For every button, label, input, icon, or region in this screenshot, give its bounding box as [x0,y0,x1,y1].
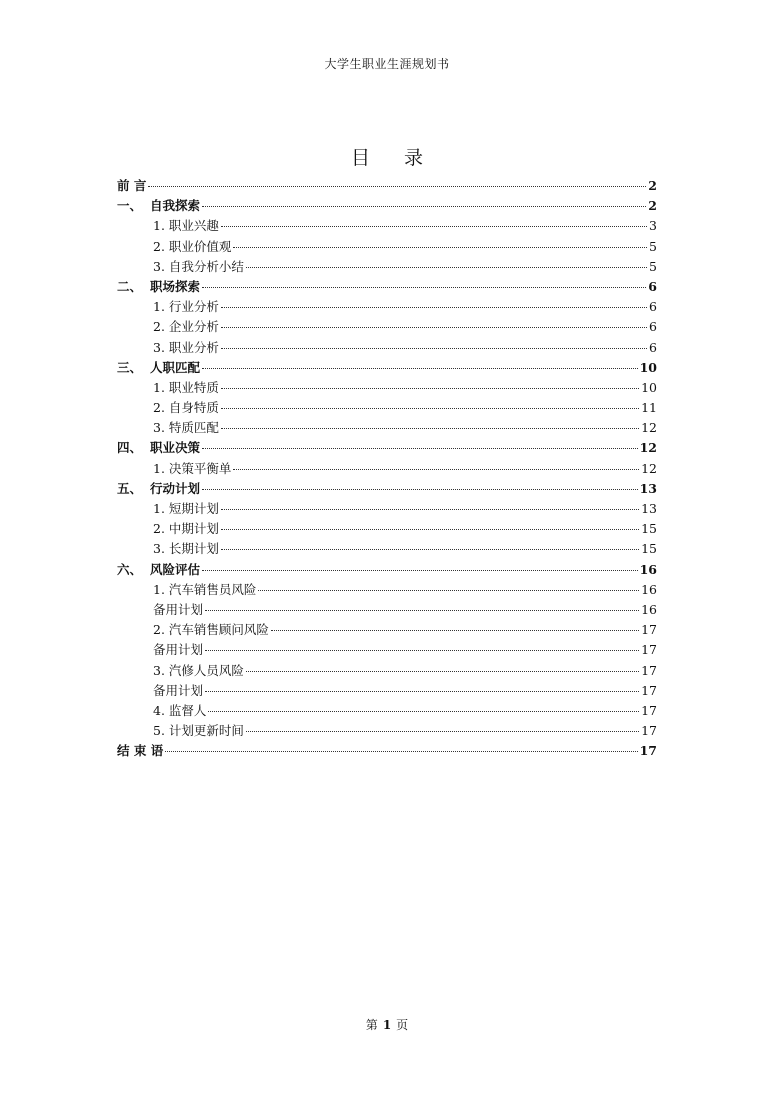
toc-entry-page: 2 [648,178,657,193]
toc-entry-page: 17 [641,702,657,718]
toc-dot-leader [246,267,647,268]
toc-entry-label: 1. 行业分析 [153,299,219,315]
toc-entry[interactable] [117,580,657,600]
toc-entry-label: 前 言 [117,178,147,193]
toc-entry[interactable] [117,600,657,620]
toc-entry-page: 6 [649,299,657,315]
toc-dot-leader [258,590,639,591]
toc-entry-page: 17 [641,662,657,678]
toc-entry-label: 2. 职业价值观 [153,238,232,254]
toc-entry[interactable] [117,681,657,701]
toc-entry-label: 1. 职业特质 [153,379,219,395]
toc-entry-page: 17 [641,723,657,739]
toc-entry-page: 12 [641,460,657,476]
toc-dot-leader [202,206,646,207]
toc-dot-leader [202,489,638,490]
toc-dot-leader [233,247,647,248]
toc-entry-page: 11 [641,400,657,416]
toc-entry-page: 17 [641,682,657,698]
toc-entry-label: 备用计划 [153,642,204,658]
toc-entry-number: 四、 [117,440,143,456]
toc-entry-number: 五、 [117,480,143,496]
toc-dot-leader [221,307,647,308]
toc-entry-label: 3. 职业分析 [153,339,219,355]
toc-entry-page: 16 [641,581,657,597]
toc-entry-page: 10 [639,359,657,375]
toc-entry-page: 15 [641,541,657,557]
toc-entry-page: 17 [641,642,657,658]
toc-entry-page: 10 [641,379,657,395]
toc-entry[interactable] [117,257,657,277]
toc-dot-leader [221,388,639,389]
toc-entry-label: 3. 长期计划 [153,541,219,557]
toc-entry-page: 3 [649,218,657,234]
toc-entry-label: 自我探索 [150,198,201,214]
toc-entry-label: 3. 自我分析小结 [153,258,244,274]
toc-entry-number: 一、 [117,198,143,214]
footer-prefix: 第 [365,1018,378,1032]
toc-entry-label: 1. 汽车销售员风险 [153,581,257,597]
toc-entry[interactable] [117,358,657,378]
toc-entry-label: 职业决策 [150,440,201,456]
toc-entry-number: 二、 [117,278,143,294]
running-header: 大学生职业生涯规划书 [324,57,450,71]
toc-dot-leader [221,226,647,227]
toc-dot-leader [205,610,639,611]
toc-entry[interactable] [117,196,657,216]
toc-entry[interactable] [117,418,657,438]
toc-dot-leader [202,287,646,288]
toc-dot-leader [165,751,637,752]
toc-dot-leader [221,327,647,328]
toc-entry-label: 2. 中期计划 [153,521,219,537]
toc-dot-leader [202,368,638,369]
toc-entry-page: 13 [639,480,657,496]
page-footer [0,1016,774,1033]
toc-entry-page: 16 [641,601,657,617]
table-of-contents [117,176,657,761]
toc-entry-page: 6 [649,339,657,355]
footer-page-number: 1 [382,1018,392,1032]
toc-entry-label: 1. 职业兴趣 [153,218,219,234]
toc-entry-label: 人职匹配 [150,359,201,375]
toc-entry-page: 12 [639,440,657,456]
toc-entry-page: 13 [641,501,657,516]
toc-entry-label: 5. 计划更新时间 [153,723,244,739]
toc-entry[interactable] [117,539,657,559]
toc-entry-label: 2. 企业分析 [153,319,219,335]
toc-entry[interactable] [117,338,657,358]
toc-entry-label: 结 束 语 [117,743,164,759]
toc-entry-label: 备用计划 [153,682,204,698]
toc-dot-leader [148,186,646,187]
toc-entry-page: 15 [641,521,657,537]
toc-entry[interactable] [117,459,657,479]
toc-entry[interactable] [117,620,657,640]
toc-dot-leader [246,731,639,732]
toc-entry[interactable] [117,237,657,257]
toc-entry-page: 17 [639,743,657,759]
toc-entry-label: 1. 短期计划 [153,501,219,516]
toc-entry-page: 12 [641,420,657,436]
toc-entry[interactable] [117,378,657,398]
toc-entry-page: 16 [639,561,657,577]
toc-entry-label: 3. 特质匹配 [153,420,219,436]
toc-entry[interactable] [117,176,657,196]
toc-entry-page: 5 [649,258,657,274]
toc-entry[interactable] [117,519,657,539]
toc-entry[interactable] [117,479,657,499]
toc-entry-label: 3. 汽修人员风险 [153,662,244,678]
toc-entry-label: 职场探索 [150,278,201,294]
toc-dot-leader [246,671,639,672]
toc-entry[interactable] [117,317,657,337]
toc-entry-number: 六、 [117,561,143,577]
toc-entry-label: 行动计划 [150,480,201,496]
toc-dot-leader [221,408,639,409]
toc-entry[interactable] [117,297,657,317]
toc-entry[interactable] [117,438,657,458]
toc-dot-leader [221,509,639,510]
toc-entry[interactable] [117,499,657,519]
toc-entry[interactable] [117,216,657,236]
toc-dot-leader [233,469,639,470]
toc-dot-leader [221,549,639,550]
toc-entry-label: 4. 监督人 [153,702,207,718]
toc-entry[interactable] [117,701,657,721]
toc-entry-label: 备用计划 [153,601,204,617]
toc-entry[interactable] [117,661,657,681]
toc-dot-leader [202,448,638,449]
toc-entry[interactable] [117,277,657,297]
toc-dot-leader [271,630,639,631]
toc-dot-leader [208,711,639,712]
toc-entry-page: 5 [649,238,657,254]
toc-entry[interactable] [117,721,657,741]
toc-entry-label: 1. 决策平衡单 [153,460,232,476]
toc-entry-label: 风险评估 [150,561,201,577]
toc-dot-leader [205,691,639,692]
toc-entry-page: 6 [648,278,657,294]
toc-entry-label: 2. 汽车销售顾问风险 [153,622,269,638]
toc-entry-page: 17 [641,622,657,638]
toc-dot-leader [205,650,639,651]
toc-entry-label: 2. 自身特质 [153,400,219,416]
toc-dot-leader [221,529,639,530]
toc-entry[interactable] [117,741,657,761]
footer-suffix: 页 [396,1018,409,1032]
toc-entry[interactable] [117,560,657,580]
toc-title: 目 录 [350,147,438,169]
toc-dot-leader [202,570,638,571]
toc-entry[interactable] [117,640,657,660]
toc-dot-leader [221,428,639,429]
toc-entry[interactable] [117,398,657,418]
toc-dot-leader [221,348,647,349]
toc-entry-page: 6 [649,319,657,335]
toc-entry-page: 2 [648,198,657,214]
toc-entry-number: 三、 [117,359,143,375]
